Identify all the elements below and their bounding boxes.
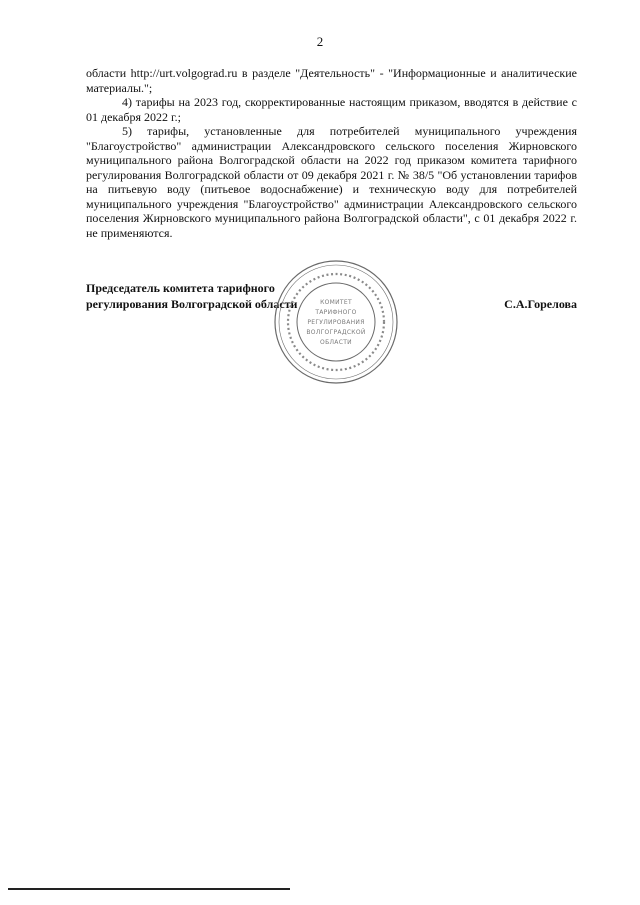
footnote-divider bbox=[8, 888, 290, 890]
svg-text:ОБЛАСТИ: ОБЛАСТИ bbox=[320, 339, 352, 346]
paragraph-continuation: области http://urt.volgograd.ru в разделе "Деятельность" - "Информационные и аналитические материалы."; bbox=[86, 66, 577, 95]
svg-text:ВОЛГОГРАДСКОЙ: ВОЛГОГРАДСКОЙ bbox=[306, 329, 366, 336]
official-seal-icon bbox=[272, 258, 400, 386]
svg-text:КОМИТЕТ: КОМИТЕТ bbox=[320, 299, 352, 306]
paragraph-item-5: 5) тарифы, установленные для потребителей муниципального учреждения "Благоустройство" администрации Александровского сельского поселения Жирновского муниципального района Волгоградской области на 2022 год приказом комитета тарифного регулирования Волгоградской области от 09 декабря 2021 г. № 38/5 "Об установлении тарифов на питьевую воду (питьевое водоснабжение) и техническую воду для потребителей муниципального учреждения "Благоустройство" администрации Александровского сельского поселения Жирновского муниципального района Волгоградской области", с 01 декабря 2022 г. не применяются. bbox=[86, 124, 577, 240]
page-number: 2 bbox=[316, 34, 324, 49]
signatory-name: С.А.Горелова bbox=[504, 297, 577, 311]
svg-text:ТАРИФНОГО: ТАРИФНОГО bbox=[315, 309, 357, 316]
svg-text:РЕГУЛИРОВАНИЯ: РЕГУЛИРОВАНИЯ bbox=[307, 319, 365, 326]
paragraph-item-4: 4) тарифы на 2023 год, скорректированные настоящим приказом, вводятся в действие с 01 декабря 2022 г.; bbox=[86, 95, 577, 124]
document-body bbox=[86, 66, 577, 240]
signatory-title: Председатель комитета тарифного регулирования Волгоградской области bbox=[86, 281, 298, 311]
